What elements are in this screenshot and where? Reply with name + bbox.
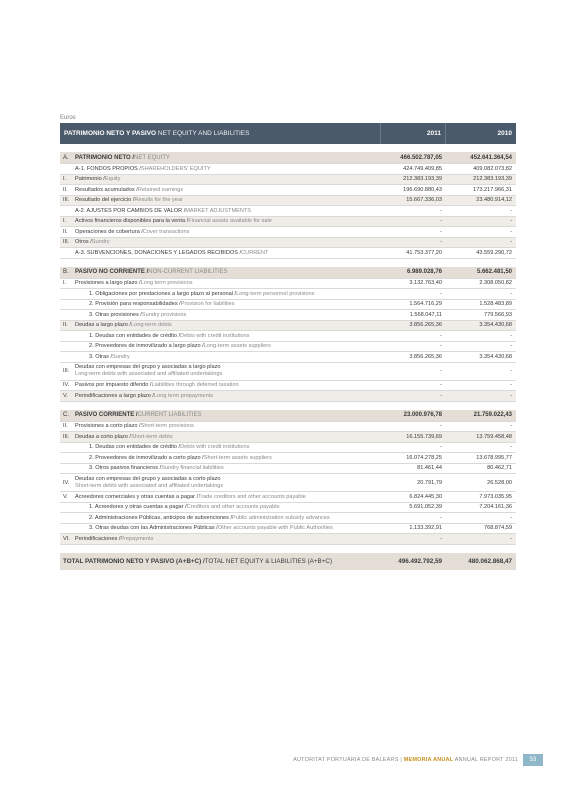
table-row [60, 175, 516, 186]
row-label-en: Debts with credit institutions [180, 332, 250, 339]
value-2011: 16.155.739,69 [406, 433, 442, 440]
table-row [60, 331, 516, 342]
row-label [60, 423, 378, 429]
value-2011: 15.667.336,03 [406, 197, 442, 204]
table-row [60, 363, 516, 381]
row-label [60, 558, 378, 565]
row-label-es: Patrimonio / [75, 176, 105, 183]
value-2011: - [440, 514, 442, 521]
row-label-es: PATRIMONIO NETO / [75, 154, 135, 161]
value-2011: - [440, 332, 442, 339]
value-2010: - [510, 535, 512, 542]
table-row [60, 310, 516, 321]
value-2010: 3.354.430,68 [479, 353, 512, 360]
row-label-en: Long-term personnel provisions [236, 290, 315, 297]
table-row [60, 464, 516, 475]
value-2010: 480.062.868,47 [468, 557, 512, 565]
row-label-es: A-3. SUBVENCIONES, DONACIONES Y LEGADOS RECIBIDOS / [75, 249, 242, 256]
value-2010: 1.528.483,89 [479, 301, 512, 308]
value-2010: - [510, 332, 512, 339]
value-2011: 6.824.445,30 [409, 493, 442, 500]
table-header [60, 123, 516, 144]
row-number: II. [63, 423, 68, 430]
table-row [60, 217, 516, 228]
row-label-es: 1. Deudas con entidades de crédito / [89, 444, 181, 451]
row-label-en: Sundry [91, 239, 110, 246]
page-footer [0, 754, 565, 766]
value-2010: 7.973.035,95 [479, 493, 512, 500]
row-label-en: SHAREHOLDERS’ EQUITY [140, 165, 211, 172]
value-2011: 212.383.193,39 [403, 176, 442, 183]
table-row [60, 534, 516, 545]
table-row [60, 524, 516, 535]
table-row [60, 391, 516, 402]
row-number: I. [63, 280, 67, 287]
value-2011: 6.989.028,76 [406, 269, 442, 275]
row-label-es: 1. Acreedores y otras cuentas a pagar / [89, 504, 187, 511]
row-label-es: A-1. FONDOS PROPIOS / [75, 165, 141, 172]
value-2010: - [510, 368, 512, 374]
section-row [60, 410, 516, 422]
row-number: II. [63, 322, 68, 329]
row-label [60, 525, 378, 531]
value-2011: - [440, 239, 442, 246]
value-2011: - [440, 218, 442, 225]
value-2010: - [510, 444, 512, 451]
table-row [60, 248, 516, 259]
value-2010: 80.462,71 [487, 465, 512, 472]
row-label-en: Short-term debts with associated and affiliated undertakings [75, 482, 224, 489]
row-label-en: Equity [104, 176, 121, 183]
row-number: III. [63, 239, 70, 246]
footer-report-es: MEMORIA ANUAL [403, 757, 454, 763]
table-row [60, 453, 516, 464]
row-label-es: Deudas a corto plazo / [75, 433, 131, 440]
page-number: 53 [523, 754, 543, 766]
row-label [60, 218, 378, 224]
row-label-en: Cover transactions [142, 228, 190, 235]
row-label-en: Public administration subsidy advances [232, 514, 330, 521]
footer-org: AUTORITAT PORTUÀRIA DE BALEARS [293, 757, 399, 763]
row-label [60, 187, 378, 193]
row-label [60, 301, 378, 307]
row-label-es: 1. Obligaciones por prestaciones a largo plazo al personal / [89, 290, 237, 297]
value-2011: - [440, 343, 442, 350]
value-2010: 452.641.364,54 [470, 154, 512, 161]
row-label-en: Provision for liabilities [180, 301, 235, 308]
row-label-en: MARKET ADJUSTMENTS [185, 207, 252, 214]
table-row [60, 289, 516, 300]
value-2011: 16.074.278,25 [406, 454, 442, 461]
table-row [60, 422, 516, 433]
row-label [60, 465, 378, 471]
value-2011: 3.132.763,40 [409, 280, 442, 287]
row-label-es: Operaciones de cobertura / [75, 228, 143, 235]
row-label-en: Long-term debts [130, 322, 172, 329]
row-label [60, 250, 378, 256]
table-row [60, 474, 516, 492]
section-row [60, 267, 516, 279]
row-label [60, 322, 378, 328]
row-label-es: Provisiones a largo plazo / [75, 280, 141, 287]
value-2011: 424.749.409,85 [403, 165, 442, 172]
row-label-en: Long term prepayments [153, 392, 214, 399]
row-label [60, 354, 378, 360]
row-label-es: PASIVO NO CORRIENTE / [75, 269, 149, 275]
section-row [60, 152, 516, 164]
footer-report-en: ANNUAL REPORT 2011 [454, 757, 518, 763]
value-2011: 41.753.377,20 [406, 249, 442, 256]
value-2010: - [510, 392, 512, 399]
row-label-es: Resultado del ejercicio / [75, 197, 135, 204]
value-2011: 1.568.047,11 [409, 311, 442, 318]
footer-text [293, 757, 518, 763]
row-label [60, 434, 378, 440]
row-label [60, 444, 378, 450]
table-row [60, 443, 516, 454]
row-label [60, 536, 378, 542]
row-label-en: Results for the year [134, 197, 183, 204]
row-label-es: Deudas a largo plazo / [75, 322, 131, 329]
row-label [60, 494, 378, 500]
row-label [60, 382, 378, 388]
table-row [60, 227, 516, 238]
value-2011: 20.791,79 [417, 479, 442, 486]
row-label-en: Long-term assets suppliers [203, 343, 271, 350]
value-2011: 196.690.880,43 [403, 186, 442, 193]
row-label-es: 3. Otras provisiones / [89, 311, 142, 318]
value-2011: 3.856.265,36 [409, 353, 442, 360]
value-2011: 3.856.265,36 [409, 322, 442, 329]
table-row [60, 381, 516, 392]
row-number: II. [63, 228, 68, 235]
value-2011: 5.691.052,39 [409, 504, 442, 511]
row-number: I. [63, 218, 67, 225]
value-2010: 43.559.290,72 [476, 249, 512, 256]
row-number: V. [63, 493, 68, 500]
value-2011: 23.000.976,78 [403, 412, 442, 418]
header-year-2010: 2010 [445, 123, 516, 144]
value-2011: 1.133.392,91 [409, 525, 442, 532]
row-number: B. [63, 269, 69, 275]
row-number: IV. [63, 382, 70, 389]
balance-sheet-table [60, 123, 516, 570]
row-label [60, 515, 378, 521]
row-label-en: Prepayments [120, 535, 154, 542]
row-label [60, 291, 378, 297]
row-label-es: 3. Otras deudas con las Administraciones Públicas / [89, 525, 218, 532]
row-label-en: Short-term assets suppliers [203, 454, 272, 461]
value-2010: 5.662.481,50 [476, 269, 512, 275]
row-label-es: Pasivos por impuesto diferido / [75, 382, 152, 389]
row-number: A. [63, 154, 69, 161]
row-label [60, 208, 378, 214]
value-2010: 3.354.430,68 [479, 322, 512, 329]
row-label-en: Sundry [112, 353, 130, 360]
row-label-en: Creditors and other accounts payable [186, 504, 280, 511]
value-2010: 7.204.161,36 [479, 504, 512, 511]
row-number: I. [63, 176, 67, 183]
row-label-en: CURRENT LIABILITIES [137, 412, 202, 418]
value-2011: - [440, 368, 442, 374]
row-label [60, 364, 378, 378]
value-2011: 81.461,44 [417, 465, 442, 472]
row-label-es: Resultados acumulados / [75, 186, 138, 193]
value-2010: 779.566,93 [484, 311, 512, 318]
table-row [60, 300, 516, 311]
row-label-es: 2. Provisión para responsabilidades / [89, 301, 181, 308]
table-row [60, 196, 516, 207]
value-2011: - [440, 423, 442, 430]
row-label-en: Sundry provisions [141, 311, 187, 318]
row-label [60, 343, 378, 349]
table-row [60, 342, 516, 353]
row-label-es: Deudas con empresas del grupo y asociadas a corto plazo [75, 475, 221, 482]
row-label [60, 166, 378, 172]
row-label [60, 269, 378, 275]
row-label-es: 3. Otras / [89, 353, 113, 360]
value-2010: 21.759.022,43 [473, 412, 512, 418]
value-2010: 409.082.073,82 [473, 165, 512, 172]
header-title-es: PATRIMONIO NETO Y PASIVO [64, 130, 157, 137]
row-label [60, 280, 378, 286]
value-2010: 173.217.966,31 [473, 186, 512, 193]
value-2010: 23.480.914,12 [476, 197, 512, 204]
row-label-es: TOTAL PATRIMONIO NETO Y PASIVO (A+B+C) / [63, 557, 205, 565]
value-2010: - [510, 343, 512, 350]
table-row [60, 279, 516, 290]
table-row [60, 352, 516, 363]
value-2010: 13.759.458,48 [476, 433, 512, 440]
row-number: III. [63, 197, 70, 204]
row-label [60, 155, 378, 161]
value-2010: - [510, 514, 512, 521]
row-number: II. [63, 186, 68, 193]
row-label-es: Otros / [75, 239, 92, 246]
value-2011: - [440, 207, 442, 214]
row-label-es: Periodificaciones / [75, 535, 121, 542]
table-row [60, 206, 516, 217]
row-label [60, 176, 378, 182]
row-label [60, 412, 378, 418]
row-label-en: NON-CURRENT LIABILITIES [148, 269, 228, 275]
footer-separator: | [400, 757, 402, 763]
value-2010: 212.383.193,39 [473, 176, 512, 183]
row-label-es: 2. Proveedores de inmovilizado a largo plazo / [89, 343, 204, 350]
value-2010: 26.528,00 [487, 479, 512, 486]
row-label-en: CURRENT [241, 249, 269, 256]
header-year-2011: 2011 [380, 123, 445, 144]
row-label-es: Periodificaciones a largo plazo / [75, 392, 154, 399]
row-label-en: Sundry financial liabilities [161, 465, 224, 472]
row-number: III. [63, 433, 70, 440]
row-label [60, 476, 378, 490]
row-label [60, 197, 378, 203]
row-label-en: Short-term debts [130, 433, 173, 440]
value-2011: - [440, 382, 442, 389]
row-label-es: 2. Administraciones Públicas, anticipos de subvenciones / [89, 514, 233, 521]
value-2011: - [440, 228, 442, 235]
table-row [60, 185, 516, 196]
value-2010: - [510, 228, 512, 235]
row-label [60, 333, 378, 339]
row-number: IV. [63, 479, 70, 486]
value-2010: 2.308.050,82 [479, 280, 512, 287]
value-2010: - [510, 382, 512, 389]
value-2011: - [440, 444, 442, 451]
row-label [60, 504, 378, 510]
value-2010: - [510, 218, 512, 225]
row-label-en: Financial assets available for sale [188, 218, 272, 225]
value-2010: - [510, 207, 512, 214]
row-label-es: Acreedores comerciales y otras cuentas a pagar / [75, 493, 199, 500]
row-label-es: 3. Otros pasivos financieros / [89, 465, 162, 472]
row-label-en: Liabilities through deferred taxation [151, 382, 239, 389]
value-2011: - [440, 535, 442, 542]
row-label-en: Long term provisions [140, 280, 193, 287]
row-label-es: 2. Proveedores de inmovilizado a corto plazo / [89, 454, 204, 461]
value-2010: - [510, 423, 512, 430]
row-label-en: Retained earnings [137, 186, 184, 193]
header-title [60, 130, 380, 137]
row-label-es: Provisiones a corto plazo / [75, 423, 141, 430]
value-2010: 13.678.995,77 [476, 454, 512, 461]
value-2011: - [440, 290, 442, 297]
table-row [60, 164, 516, 175]
row-label-es: A-2. AJUSTES POR CAMBIOS DE VALOR / [75, 207, 186, 214]
row-label [60, 393, 378, 399]
value-2011: 1.564.716,29 [409, 301, 442, 308]
total-row [60, 553, 516, 570]
table-row [60, 432, 516, 443]
row-number: V. [63, 392, 68, 399]
row-label [60, 455, 378, 461]
row-label-en: TOTAL NET EQUITY & LIABILITIES (A+B+C) [204, 557, 333, 565]
table-row [60, 492, 516, 503]
row-label-es: Activos financieros disponibles para la venta / [75, 218, 189, 225]
row-label-en: Trade creditors and other accounts payable [198, 493, 306, 500]
row-label-en: NET EQUITY [134, 154, 170, 161]
row-label-es: Deudas con empresas del grupo y asociadas a largo plazo [75, 364, 221, 370]
table-row [60, 503, 516, 514]
header-title-en: NET EQUITY AND LIABILITIES [157, 130, 250, 137]
table-row [60, 238, 516, 249]
table-row [60, 321, 516, 332]
row-label [60, 229, 378, 235]
row-label-en: Debts with credit institutions [180, 444, 250, 451]
row-label [60, 312, 378, 318]
row-number: C. [63, 412, 69, 418]
value-2011: 496.492.792,59 [398, 557, 442, 565]
table-body [60, 152, 516, 570]
value-2010: - [510, 239, 512, 246]
value-2010: 768.874,59 [484, 525, 512, 532]
row-number: VI. [63, 535, 70, 542]
row-label [60, 239, 378, 245]
row-label-es: 1. Deudas con entidades de crédito / [89, 332, 181, 339]
row-label-en: Short-term provisions [140, 423, 194, 430]
row-label-en: Long-term debts with associated and affiliated undertakings [75, 371, 223, 377]
row-label-en: Other accounts payable with Public Authorities [217, 525, 333, 532]
row-number: III. [63, 368, 70, 374]
row-label-es: PASIVO CORRIENTE / [75, 412, 138, 418]
value-2010: - [510, 290, 512, 297]
value-2011: 466.502.787,05 [400, 154, 442, 161]
unit-label: Euros [60, 115, 76, 121]
value-2011: - [440, 392, 442, 399]
table-row [60, 513, 516, 524]
